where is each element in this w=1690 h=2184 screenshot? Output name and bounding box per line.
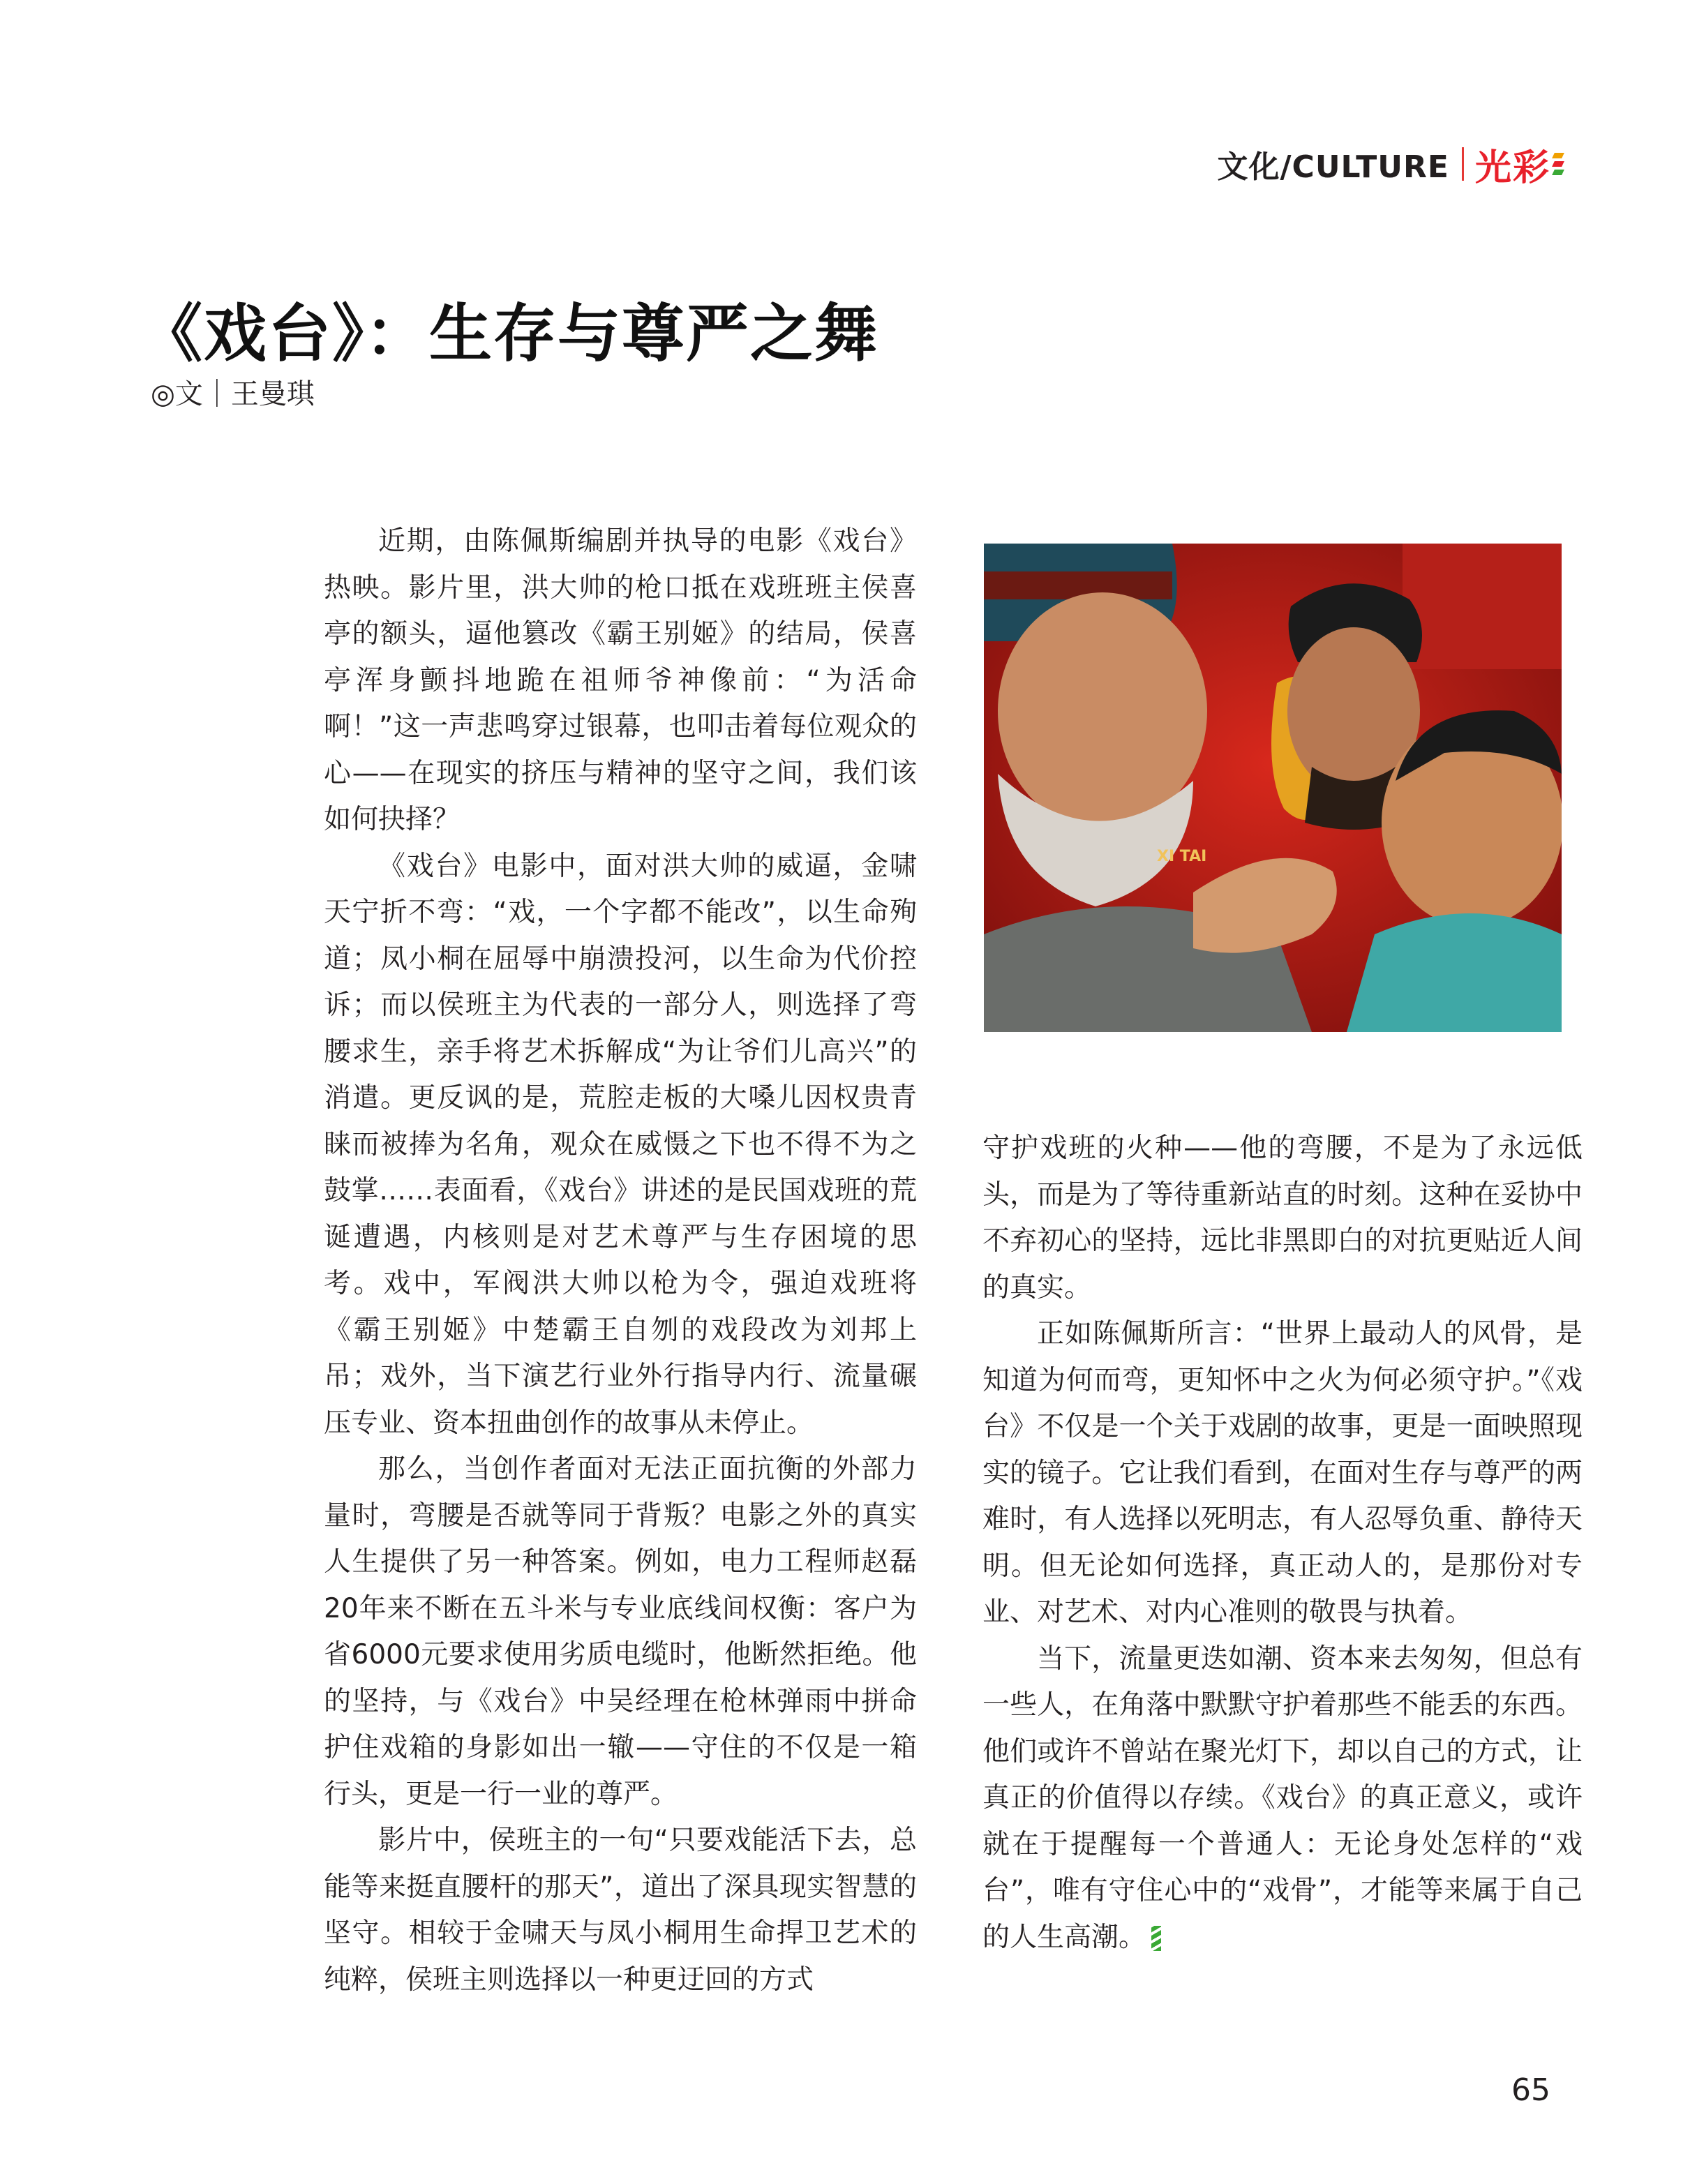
article-byline: ◎文｜王曼琪 [151,378,315,410]
brand-stripes-icon [1553,153,1563,175]
paragraph: 《戏台》电影中，面对洪大帅的威逼，金啸天宁折不弯：“戏，一个字都不能改”，以生命殉道；凤小桐在屈辱中崩溃投河，以生命为代价控诉；而以侯班主为代表的一部分人，则选择了弯腰求生，亲手将艺术拆解成“为让爷们儿高兴”的消遣。更反讽的是，荒腔走板的大嗓儿因权贵青睐而被捧为名角，观众在威慑之下也不得不为之鼓掌……表面看，《戏台》讲述的是民国戏班的荒诞遭遇，内核则是对艺术尊严与生存困境的思考。戏中，军阀洪大帅以枪为令，强迫戏班将《霸王别姬》中楚霸王自刎的戏段改为刘邦上吊；戏外，当下演艺行业外行指导内行、流量碾压专业、资本扭曲创作的故事从未停止。 [324,850,917,1439]
paragraph: 正如陈佩斯所言：“世界上最动人的风骨，是知道为何而弯，更知怀中之火为何必须守护。”《戏台》不仅是一个关于戏剧的故事，更是一面映照现实的镜子。它让我们看到，在面对生存与尊严的两难时，有人选择以死明志，有人忍辱负重、静待天明。但无论如何选择，真正动人的，是那份对专业、对艺术、对内心准则的敬畏与执着。 [982,1318,1583,1628]
paragraph: 影片中，侯班主的一句“只要戏能活下去，总能等来挺直腰杆的那天”，道出了深具现实智慧的坚守。相较于金啸天与凤小桐用生命捍卫艺术的纯粹，侯班主则选择以一种更迂回的方式 [324,1825,917,1996]
paragraph-final [982,1636,1583,1961]
section-label: 文化/CULTURE [1217,149,1449,185]
end-mark-icon [1151,1926,1161,1951]
film-still-photo [984,544,1562,1032]
article-left-column [324,518,917,2003]
page-header [1217,143,1563,189]
photo-caption: XI TAI [1157,848,1207,865]
paragraph-text: 当下，流量更迭如潮、资本来去匆匆，但总有一些人，在角落中默默守护着那些不能丢的东西。他们或许不曾站在聚光灯下，却以自己的方式，让真正的价值得以存续。《戏台》的真正意义，或许就在于提醒每一个普通人：无论身处怎样的“戏台”，唯有守住心中的“戏骨”，才能等来属于自己的人生高潮。 [982,1643,1583,1953]
brand-logo [1475,138,1563,190]
paragraph: 守护戏班的火种——他的弯腰，不是为了永远低头，而是为了等待重新站直的时刻。这种在妥协中不弃初心的坚持，远比非黑即白的对抗更贴近人间的真实。 [982,1132,1583,1303]
brand-text: 光彩 [1474,147,1550,189]
paragraph: 近期，由陈佩斯编剧并执导的电影《戏台》热映。影片里，洪大帅的枪口抵在戏班班主侯喜亭的额头，逼他篡改《霸王别姬》的结局，侯喜亭浑身颤抖地跪在祖师爷神像前：“为活命啊！”这一声悲鸣穿过银幕，也叩击着每位观众的心——在现实的挤压与精神的坚守之间，我们该如何抉择？ [324,525,917,835]
header-divider [1462,147,1464,181]
page-number: 65 [1511,2072,1550,2108]
paragraph: 那么，当创作者面对无法正面抗衡的外部力量时，弯腰是否就等同于背叛？电影之外的真实人生提供了另一种答案。例如，电力工程师赵磊20年来不断在五斗米与专业底线间权衡：客户为省6000元要求使用劣质电缆时，他断然拒绝。他的坚持，与《戏台》中吴经理在枪林弹雨中拼命护住戏箱的身影如出一辙——守住的不仅是一箱行头，更是一行一业的尊严。 [324,1453,917,1810]
article-right-column [982,1125,1583,1961]
article-title: 《戏台》：生存与尊严之舞 [140,297,878,371]
